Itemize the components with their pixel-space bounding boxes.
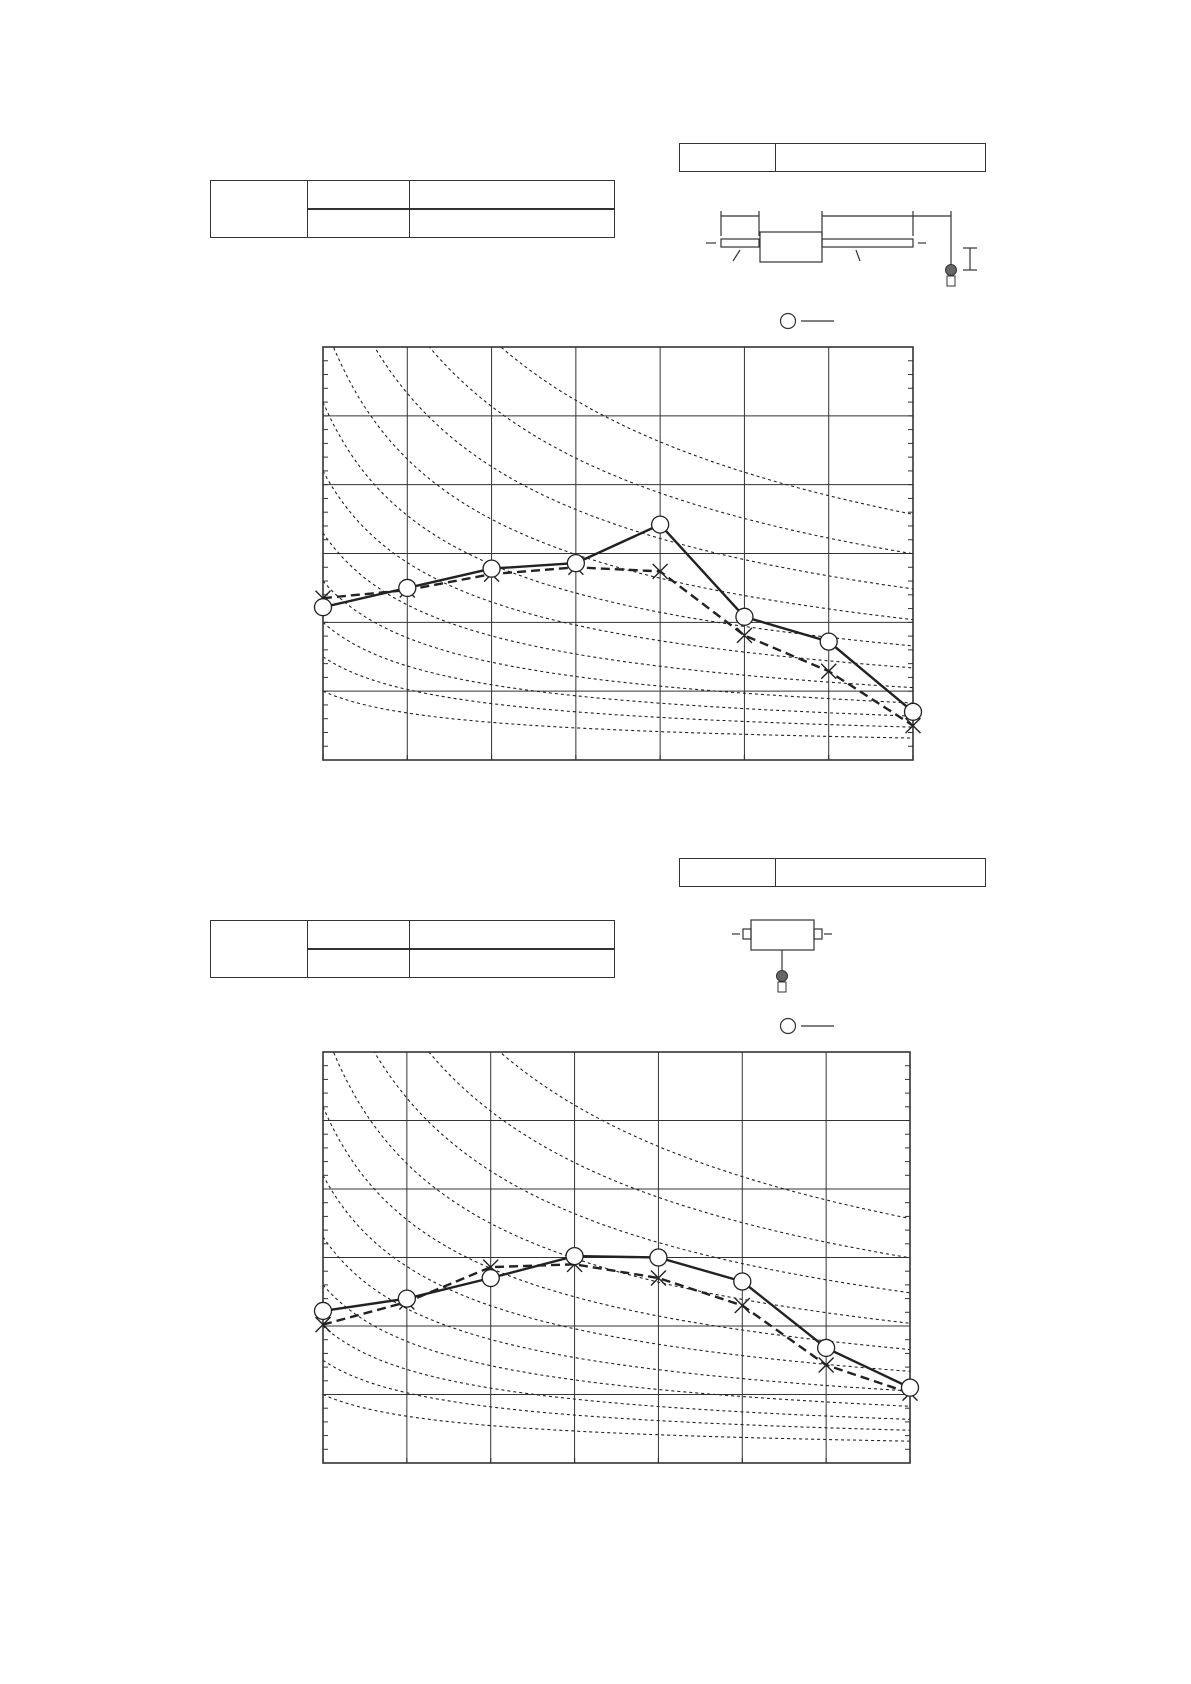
legend-top (781, 314, 835, 329)
reference-curve (323, 320, 913, 620)
reference-curve (323, 113, 913, 554)
reference-curve (323, 223, 913, 589)
reference-curve (323, 402, 913, 646)
data-point-circle (905, 703, 922, 720)
data-point-circle (567, 555, 584, 572)
series-line-solid (323, 525, 913, 712)
series-line-dashed (323, 1264, 910, 1393)
data-point-circle (736, 608, 753, 625)
reference-curve (323, 819, 910, 1258)
series-line-solid (323, 1256, 910, 1388)
reference-curve (323, 0, 913, 514)
reference-curve (323, 691, 913, 738)
box-unit-diagram (732, 920, 832, 970)
pipe-duct-unit-diagram (706, 211, 977, 270)
reference-curve (323, 1360, 910, 1430)
reference-curve (323, 1107, 910, 1350)
data-point-circle (652, 516, 669, 533)
data-point-circle (399, 579, 416, 596)
data-point-circle (818, 1339, 835, 1356)
data-point-circle (483, 560, 500, 577)
data-point-circle (315, 1302, 332, 1319)
data-point-circle (650, 1249, 667, 1266)
reference-curve (323, 1025, 910, 1324)
legend-circle-marker (781, 314, 796, 329)
legend-circle-marker (781, 1019, 796, 1034)
reference-curve (323, 1237, 910, 1391)
reference-curves (323, 696, 910, 1441)
microphone-icon (946, 265, 957, 287)
reference-curves (323, 0, 913, 738)
line-chart-top (315, 0, 922, 760)
data-point-circle (820, 633, 837, 650)
reference-curve (323, 533, 913, 688)
data-point-circle (734, 1273, 751, 1290)
legend-bottom (781, 1019, 835, 1034)
data-point-circle (398, 1290, 415, 1307)
line-chart-bottom (315, 696, 919, 1463)
microphone-icon (777, 971, 788, 993)
data-point-circle (902, 1379, 919, 1396)
data-point-circle (315, 599, 332, 616)
reference-curve (323, 929, 910, 1293)
data-point-circle (482, 1270, 499, 1287)
data-point-circle (566, 1248, 583, 1265)
reference-curve (323, 696, 910, 1219)
